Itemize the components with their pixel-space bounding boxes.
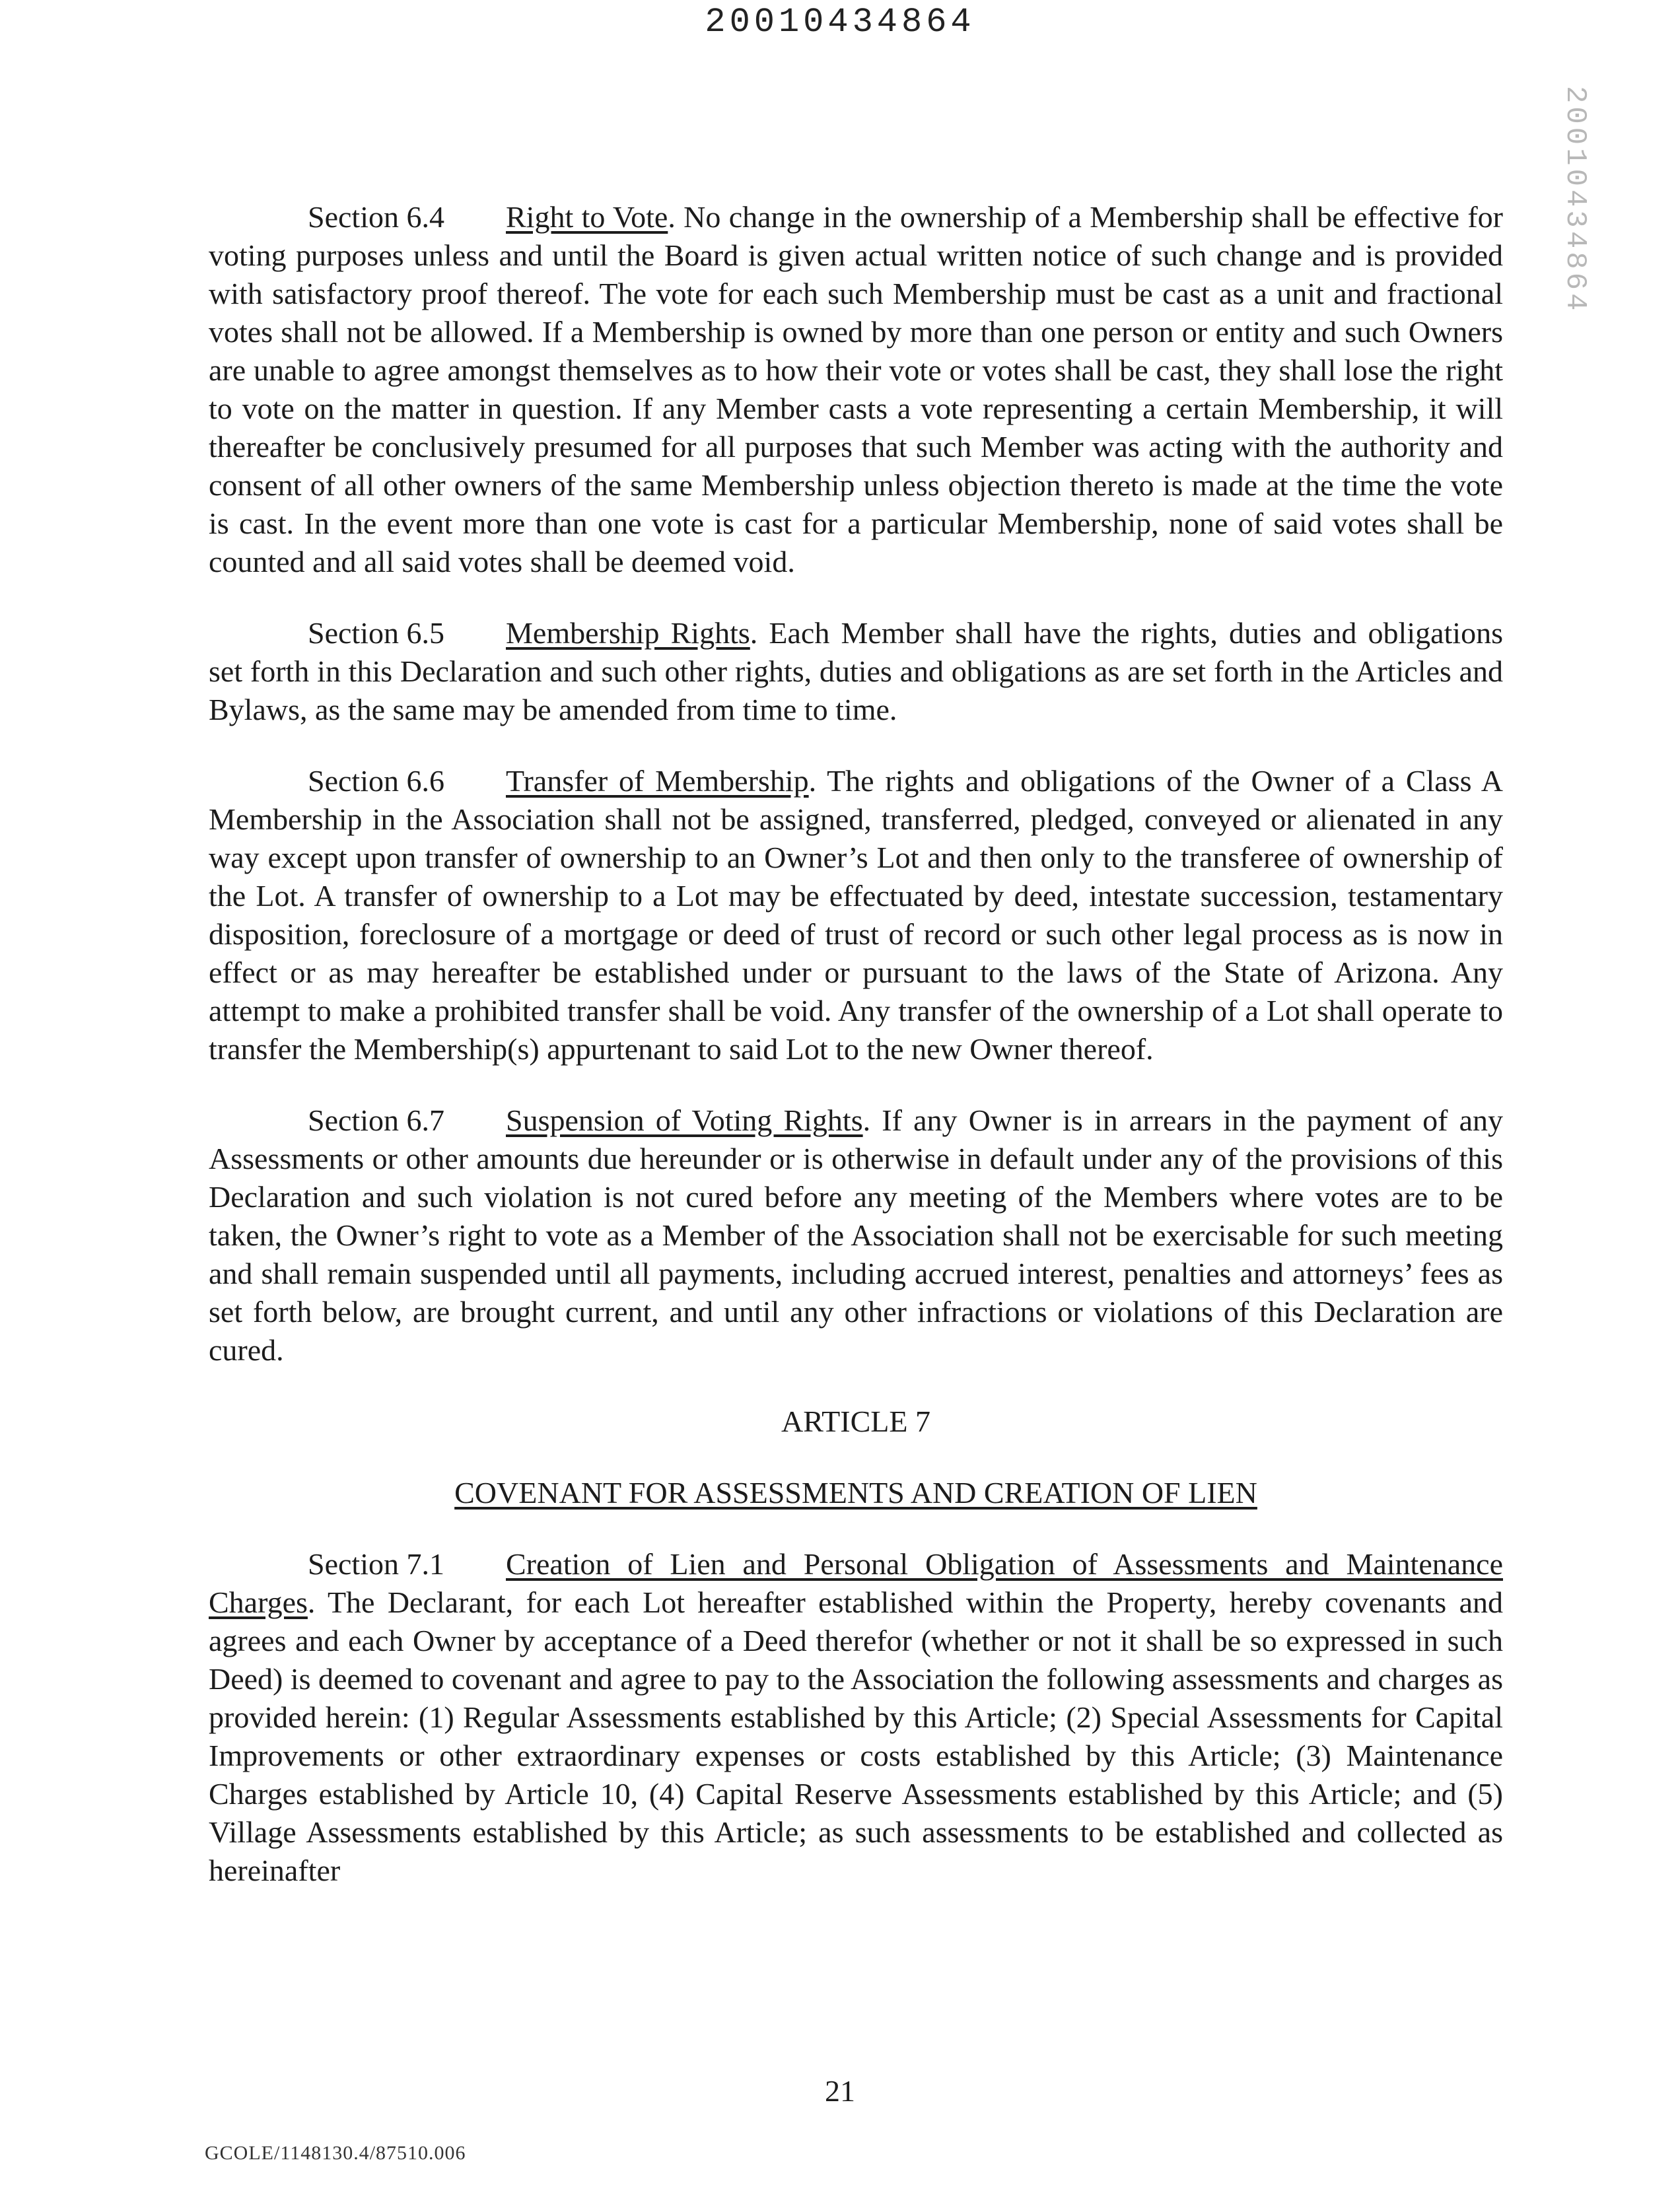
- section-number: Section 6.5: [308, 616, 444, 650]
- section-body: . The rights and obligations of the Owner of a Class A Membership in the Association shall not be assigned, transferred, pledged, conveyed or alienated in any way except upon transfer of ownership to an Owner’s Lot and then only to the transferee of ownership of the Lot. A transfer of ownership to a Lot may be effectuated by deed, intestate succession, testamentary disposition, foreclosure of a mortgage or deed of trust of record or such other legal process as is now in effect or as may hereafter be established under or pursuant to the laws of the State of Arizona. Any attempt to make a prohibited transfer shall be void. Any transfer of the ownership of a Lot shall operate to transfer the Membership(s) appurtenant to said Lot to the new Owner thereof.: [209, 764, 1503, 1066]
- page-number: 21: [825, 2074, 855, 2108]
- section-title: Right to Vote: [506, 200, 668, 234]
- article-title: [209, 1474, 1503, 1512]
- section-number: Section 7.1: [308, 1547, 444, 1581]
- section-7-1: [209, 1545, 1503, 1890]
- article-title-text: COVENANT FOR ASSESSMENTS AND CREATION OF LIEN: [454, 1476, 1257, 1510]
- section-body: . No change in the ownership of a Membership shall be effective for voting purposes unless and until the Board is given actual written notice of such change and is provided with satisfactory proof thereof. The vote for each such Membership must be cast as a unit and fractional votes shall not be allowed. If a Membership is owned by more than one person or entity and such Owners are unable to agree amongst themselves as to how their vote or votes shall be cast, they shall lose the right to vote on the matter in question. If any Member casts a vote representing a certain Membership, it will thereafter be conclusively presumed for all purposes that such Member was acting with the authority and consent of all other owners of the same Membership unless objection thereto is made at the time the vote is cast. In the event more than one vote is cast for a particular Membership, none of said votes shall be counted and all said votes shall be deemed void.: [209, 200, 1503, 578]
- page-body: [209, 198, 1503, 1923]
- section-title: Creation of Lien and Personal Obligation of Assessments and Maintenance Charges: [209, 1547, 1503, 1619]
- section-title: Transfer of Membership: [506, 764, 809, 798]
- section-6-4: [209, 198, 1503, 581]
- footer-document-code: GCOLE/1148130.4/87510.006: [205, 2142, 466, 2164]
- section-body: . The Declarant, for each Lot hereafter established within the Property, hereby covenants and agrees and each Owner by acceptance of a Deed therefor (whether or not it shall be so expressed in such Deed) is deemed to covenant and agree to pay to the Association the following assessments and charges as provided herein: (1) Regular Assessments established by this Article; (2) Special Assessments for Capital Improvements or other extraordinary expenses or costs established by this Article; (3) Maintenance Charges established by Article 10, (4) Capital Reserve Assessments established by this Article; and (5) Village Assessments established by this Article; as such assessments to be established and collected as hereinafter: [209, 1585, 1503, 1887]
- section-number: Section 6.7: [308, 1103, 444, 1137]
- side-recording-stamp: 20010434864: [1558, 86, 1592, 314]
- section-number: Section 6.6: [308, 764, 444, 798]
- section-title: Membership Rights: [506, 616, 750, 650]
- article-heading: ARTICLE 7: [781, 1405, 930, 1438]
- section-body: . If any Owner is in arrears in the payment of any Assessments or other amounts due hereunder or is otherwise in default under any of the provisions of this Declaration and such violation is not cured before any meeting of the Members where votes are to be taken, the Owner’s right to vote as a Member of the Association shall not be exercisable for such meeting and shall remain suspended until all payments, including accrued interest, penalties and attorneys’ fees as set forth below, are brought current, and until any other infractions or violations of this Declaration are cured.: [209, 1103, 1503, 1367]
- section-6-6: [209, 762, 1503, 1068]
- section-6-5: [209, 614, 1503, 729]
- section-body: . Each Member shall have the rights, duties and obligations set forth in this Declaration and such other rights, duties and obligations as are set forth in the Articles and Bylaws, as the same may be amended from time to time.: [209, 616, 1503, 726]
- section-6-7: [209, 1101, 1503, 1370]
- document-number: 20010434864: [705, 3, 975, 42]
- section-title: Suspension of Voting Rights: [506, 1103, 863, 1137]
- section-number: Section 6.4: [308, 200, 444, 234]
